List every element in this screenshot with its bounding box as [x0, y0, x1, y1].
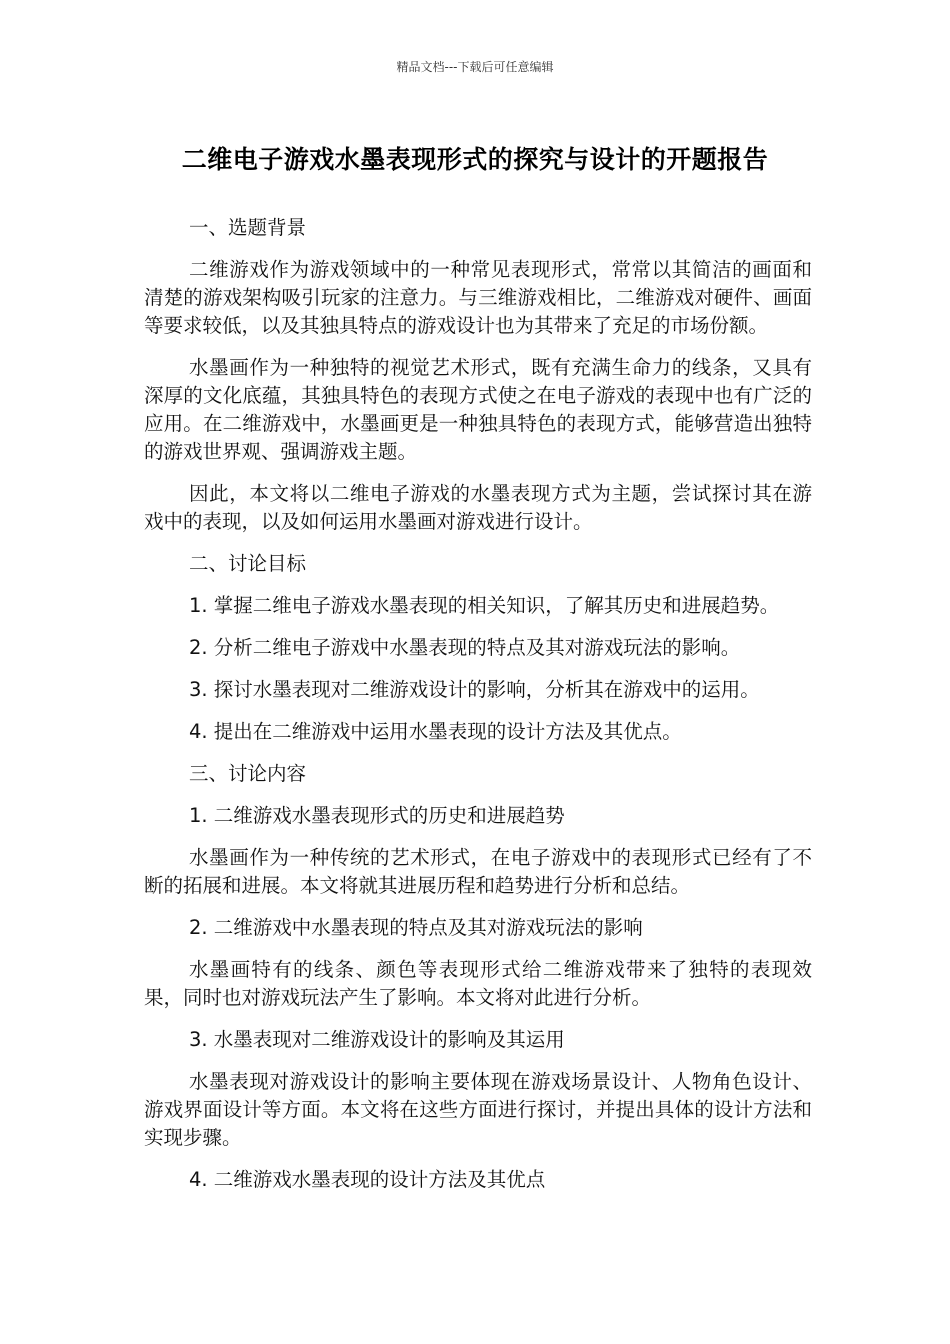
goal-item: 4. 提出在二维游戏中运用水墨表现的设计方法及其优点。	[189, 720, 682, 743]
document-body	[144, 214, 812, 1208]
section-heading-content: 三、讨论内容	[189, 762, 307, 785]
paragraph: 水墨画作为一种传统的艺术形式，在电子游戏中的表现形式已经有了不断的拓展和进展。本文将就其进展历程和趋势进行分析和总结。	[144, 846, 812, 897]
subsection-heading: 2. 二维游戏中水墨表现的特点及其对游戏玩法的影响	[189, 916, 643, 939]
paragraph: 因此，本文将以二维电子游戏的水墨表现方式为主题，尝试探讨其在游戏中的表现，以及如何运用水墨画对游戏进行设计。	[144, 482, 812, 533]
paragraph: 二维游戏作为游戏领域中的一种常见表现形式，常常以其简洁的画面和清楚的游戏架构吸引玩家的注意力。与三维游戏相比，二维游戏对硬件、画面等要求较低，以及其独具特点的游戏设计也为其带来了充足的市场份额。	[144, 258, 812, 337]
goal-item: 3. 探讨水墨表现对二维游戏设计的影响，分析其在游戏中的运用。	[189, 678, 760, 701]
paragraph: 水墨表现对游戏设计的影响主要体现在游戏场景设计、人物角色设计、游戏界面设计等方面。本文将在这些方面进行探讨，并提出具体的设计方法和实现步骤。	[144, 1070, 812, 1149]
section-heading-goals: 二、讨论目标	[189, 552, 307, 575]
page-header: 精品文档---下载后可任意编辑	[396, 60, 554, 74]
subsection-heading: 1. 二维游戏水墨表现形式的历史和进展趋势	[189, 804, 565, 827]
paragraph: 水墨画特有的线条、颜色等表现形式给二维游戏带来了独特的表现效果，同时也对游戏玩法产生了影响。本文将对此进行分析。	[144, 958, 812, 1009]
goal-item: 2. 分析二维电子游戏中水墨表现的特点及其对游戏玩法的影响。	[189, 636, 741, 659]
document-title: 二维电子游戏水墨表现形式的探究与设计的开题报告	[181, 145, 769, 174]
paragraph: 水墨画作为一种独特的视觉艺术形式，既有充满生命力的线条，又具有深厚的文化底蕴，其独具特色的表现方式使之在电子游戏的表现中也有广泛的应用。在二维游戏中，水墨画更是一种独具特色的表现方式，能够营造出独特的游戏世界观、强调游戏主题。	[144, 356, 812, 463]
section-heading-background: 一、选题背景	[189, 216, 307, 239]
goal-item: 1. 掌握二维电子游戏水墨表现的相关知识，了解其历史和进展趋势。	[189, 594, 780, 617]
subsection-heading: 4. 二维游戏水墨表现的设计方法及其优点	[189, 1168, 546, 1191]
subsection-heading: 3. 水墨表现对二维游戏设计的影响及其运用	[189, 1028, 565, 1051]
